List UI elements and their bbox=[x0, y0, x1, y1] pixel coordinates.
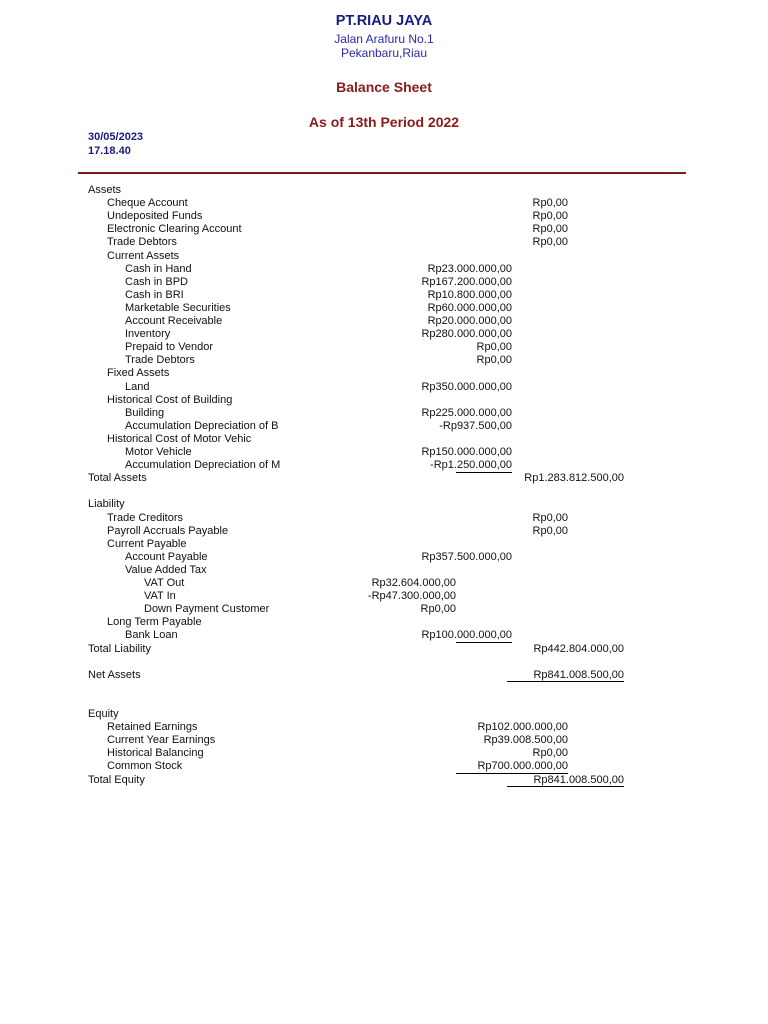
row-value: Rp0,00 bbox=[476, 341, 512, 354]
sheet-row bbox=[0, 498, 768, 511]
row-value: Rp0,00 bbox=[532, 524, 568, 537]
sheet-row bbox=[0, 629, 768, 642]
row-label: Electronic Clearing Account bbox=[107, 223, 242, 236]
company-address-line2: Pekanbaru,Riau bbox=[340, 46, 428, 60]
row-value: -Rp47.300.000,00 bbox=[367, 590, 456, 603]
sheet-row bbox=[0, 551, 768, 564]
row-value: Rp20.000.000,00 bbox=[427, 315, 512, 327]
row-label: Total Equity bbox=[88, 773, 145, 786]
sheet-row bbox=[0, 656, 768, 669]
sheet-row bbox=[0, 577, 768, 590]
row-label: Inventory bbox=[125, 328, 171, 341]
row-label: Trade Creditors bbox=[107, 511, 184, 524]
sheet-row bbox=[0, 643, 768, 656]
sheet-row bbox=[0, 734, 768, 747]
row-label: Accumulation Depreciation of B bbox=[125, 419, 279, 432]
row-label: Trade Debtors bbox=[125, 354, 195, 367]
sheet-row bbox=[0, 485, 768, 498]
total-underline bbox=[456, 773, 568, 774]
row-label: Payroll Accruals Payable bbox=[107, 524, 229, 537]
row-label: Liability bbox=[88, 498, 125, 511]
sheet-row bbox=[0, 197, 768, 210]
total-underline bbox=[456, 642, 512, 643]
row-value: Rp0,00 bbox=[532, 210, 568, 223]
row-label: Trade Debtors bbox=[107, 236, 177, 249]
row-label: Cash in Hand bbox=[125, 262, 192, 275]
total-underline bbox=[507, 681, 624, 682]
sheet-row bbox=[0, 210, 768, 223]
row-label: Marketable Securities bbox=[125, 301, 231, 314]
row-value: Rp39.008.500,00 bbox=[483, 734, 568, 747]
row-value: -Rp937.500,00 bbox=[439, 419, 512, 432]
row-label: Down Payment Customer bbox=[144, 603, 270, 616]
row-value: Rp442.804.000,00 bbox=[533, 642, 624, 655]
sheet-row bbox=[0, 459, 768, 472]
row-label: Historical Cost of Building bbox=[107, 393, 233, 406]
row-label: VAT Out bbox=[144, 577, 185, 589]
row-value: Rp841.008.500,00 bbox=[533, 668, 624, 681]
sheet-row bbox=[0, 236, 768, 249]
row-value: Rp0,00 bbox=[476, 354, 512, 367]
row-value: Rp0,00 bbox=[420, 603, 456, 616]
row-label: Value Added Tax bbox=[125, 563, 207, 576]
company-address-line1: Jalan Arafuru No.1 bbox=[334, 32, 434, 46]
sheet-row bbox=[0, 276, 768, 289]
sheet-row bbox=[0, 472, 768, 485]
row-label: Cheque Account bbox=[107, 197, 188, 210]
sheet-row bbox=[0, 669, 768, 682]
row-label: Common Stock bbox=[107, 760, 183, 773]
row-value: Rp167.200.000,00 bbox=[421, 275, 512, 288]
company-name: PT.RIAU JAYA bbox=[335, 13, 433, 29]
row-label: Account Receivable bbox=[125, 315, 223, 327]
row-value: Rp0,00 bbox=[532, 223, 568, 236]
row-label: Prepaid to Vendor bbox=[125, 341, 214, 354]
row-label: Cash in BPD bbox=[125, 275, 188, 288]
report-title: Balance Sheet bbox=[336, 79, 432, 95]
row-value: Rp102.000.000,00 bbox=[477, 721, 568, 734]
row-value: Rp100.000.000,00 bbox=[421, 629, 512, 642]
row-label: Assets bbox=[88, 184, 122, 196]
row-label: Historical Cost of Motor Vehic bbox=[107, 432, 252, 445]
row-value: Rp32.604.000,00 bbox=[371, 577, 456, 589]
total-underline bbox=[456, 472, 512, 473]
sheet-row bbox=[0, 564, 768, 577]
row-value: Rp0,00 bbox=[532, 197, 568, 210]
row-value: Rp150.000.000,00 bbox=[421, 446, 512, 458]
sheet-row bbox=[0, 328, 768, 341]
row-label: Total Assets bbox=[88, 472, 147, 485]
row-label: Land bbox=[125, 380, 150, 393]
row-label: Long Term Payable bbox=[107, 616, 202, 629]
row-label: Total Liability bbox=[88, 642, 151, 655]
row-value: Rp10.800.000,00 bbox=[427, 288, 512, 301]
print-date: 30/05/2023 bbox=[88, 131, 144, 143]
row-value: Rp700.000.000,00 bbox=[477, 760, 568, 773]
row-label: VAT In bbox=[144, 590, 176, 603]
row-label: Cash in BRI bbox=[125, 288, 184, 301]
sheet-row bbox=[0, 616, 768, 629]
sheet-row bbox=[0, 446, 768, 459]
sheet-row bbox=[0, 525, 768, 538]
row-label: Undeposited Funds bbox=[107, 210, 203, 223]
row-label: Fixed Assets bbox=[107, 367, 170, 380]
row-label: Current Year Earnings bbox=[107, 734, 216, 747]
row-value: Rp0,00 bbox=[532, 511, 568, 524]
row-label: Equity bbox=[88, 708, 119, 720]
sheet-row bbox=[0, 302, 768, 315]
row-label: Historical Balancing bbox=[107, 747, 204, 760]
sheet-row bbox=[0, 420, 768, 433]
sheet-row bbox=[0, 315, 768, 328]
sheet-row bbox=[0, 774, 768, 787]
sheet-row bbox=[0, 603, 768, 616]
sheet-row bbox=[0, 747, 768, 760]
sheet-row bbox=[0, 590, 768, 603]
row-label: Account Payable bbox=[125, 550, 208, 563]
sheet-row bbox=[0, 721, 768, 734]
row-label: Bank Loan bbox=[125, 629, 178, 642]
sheet-row bbox=[0, 695, 768, 708]
row-label: Motor Vehicle bbox=[125, 446, 192, 458]
sheet-row bbox=[0, 341, 768, 354]
sheet-row bbox=[0, 760, 768, 773]
sheet-row bbox=[0, 367, 768, 380]
sheet-row bbox=[0, 354, 768, 367]
sheet-row bbox=[0, 289, 768, 302]
sheet-row bbox=[0, 512, 768, 525]
row-value: Rp841.008.500,00 bbox=[533, 773, 624, 786]
sheet-row bbox=[0, 708, 768, 721]
row-value: -Rp1.250.000,00 bbox=[430, 459, 512, 472]
row-value: Rp23.000.000,00 bbox=[427, 262, 512, 275]
sheet-row bbox=[0, 250, 768, 263]
row-value: Rp280.000.000,00 bbox=[421, 328, 512, 341]
sheet-row bbox=[0, 433, 768, 446]
row-value: Rp0,00 bbox=[532, 236, 568, 249]
row-value: Rp225.000.000,00 bbox=[421, 406, 512, 419]
sheet-row bbox=[0, 538, 768, 551]
row-label: Retained Earnings bbox=[107, 721, 198, 734]
row-value: Rp357.500.000,00 bbox=[421, 550, 512, 563]
sheet-row bbox=[0, 394, 768, 407]
row-value: Rp350.000.000,00 bbox=[421, 380, 512, 393]
row-value: Rp0,00 bbox=[532, 747, 568, 760]
row-label: Current Payable bbox=[107, 537, 187, 550]
row-label: Net Assets bbox=[88, 668, 141, 681]
row-value: Rp1.283.812.500,00 bbox=[524, 472, 624, 485]
total-underline bbox=[507, 786, 624, 787]
sheet-row bbox=[0, 381, 768, 394]
sheet-row bbox=[0, 682, 768, 695]
sheet-row bbox=[0, 223, 768, 236]
sheet-row bbox=[0, 407, 768, 420]
sheet-row bbox=[0, 184, 768, 197]
print-time: 17.18.40 bbox=[88, 145, 131, 157]
sheet-row bbox=[0, 263, 768, 276]
row-label: Accumulation Depreciation of M bbox=[125, 459, 281, 472]
row-label: Current Assets bbox=[107, 249, 180, 262]
report-period: As of 13th Period 2022 bbox=[308, 114, 460, 130]
row-label: Building bbox=[125, 406, 165, 419]
row-value: Rp60.000.000,00 bbox=[427, 301, 512, 314]
